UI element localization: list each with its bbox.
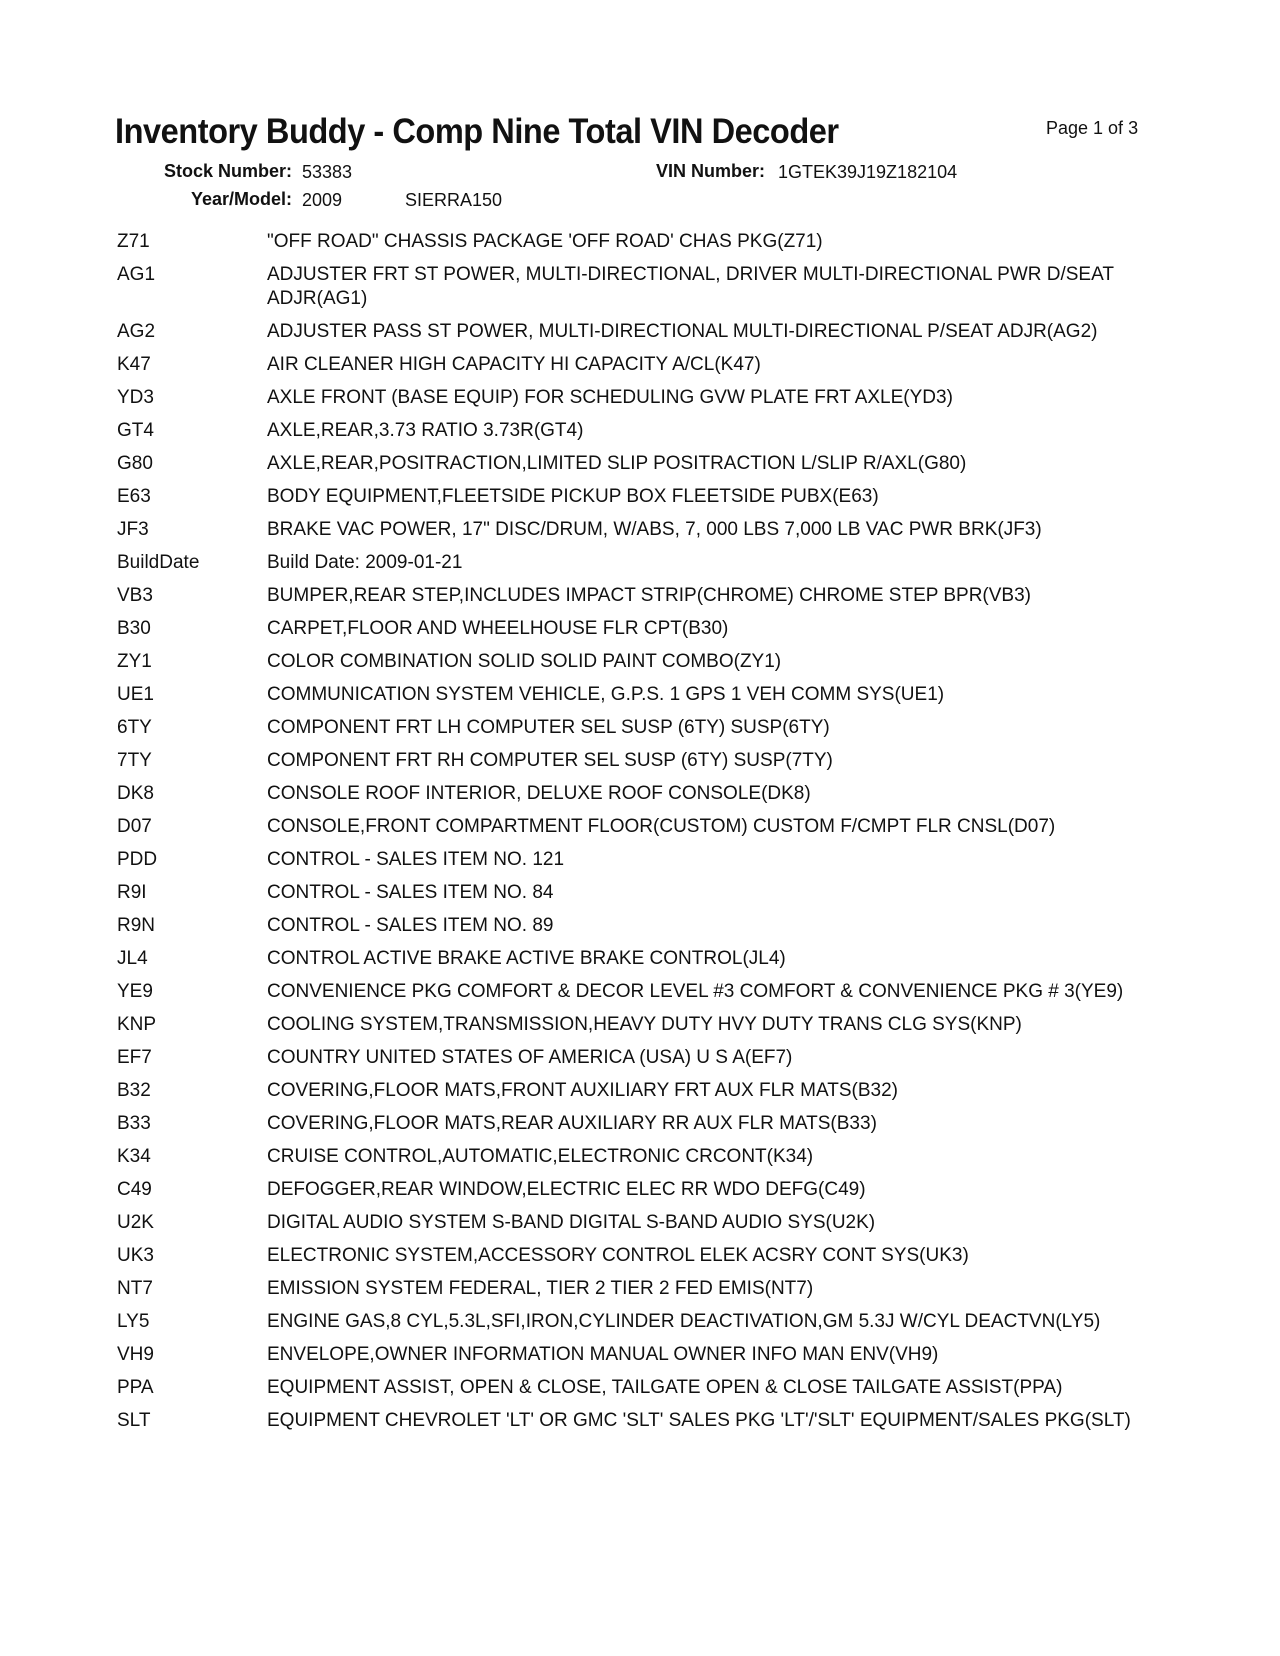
option-row — [117, 1013, 1177, 1037]
option-code: JL4 — [117, 948, 148, 969]
option-code: 6TY — [117, 717, 152, 738]
option-description: AXLE,REAR,3.73 RATIO 3.73R(GT4) — [267, 420, 584, 441]
option-description: CONSOLE,FRONT COMPARTMENT FLOOR(CUSTOM) CUSTOM F/CMPT FLR CNSL(D07) — [267, 816, 1056, 837]
option-code: PPA — [117, 1377, 154, 1398]
vin-number-label: VIN Number: — [655, 161, 765, 181]
stock-number-label: Stock Number: — [163, 161, 292, 181]
page-number: Page 1 of 3 — [1046, 118, 1139, 138]
option-row — [117, 452, 1177, 476]
option-row — [117, 1343, 1177, 1367]
option-code: GT4 — [117, 420, 154, 441]
option-code-list — [117, 230, 1177, 1442]
option-code: B30 — [117, 618, 151, 639]
option-description: COMPONENT FRT LH COMPUTER SEL SUSP (6TY) SUSP(6TY) — [267, 717, 830, 738]
stock-number-value: 53383 — [302, 162, 353, 182]
option-row — [117, 1178, 1177, 1202]
option-row — [117, 914, 1177, 938]
option-description: CONTROL - SALES ITEM NO. 84 — [267, 882, 554, 903]
option-code: SLT — [117, 1410, 151, 1431]
option-code: D07 — [117, 816, 152, 837]
option-row — [117, 230, 1177, 254]
option-description: AXLE,REAR,POSITRACTION,LIMITED SLIP POSITRACTION L/SLIP R/AXL(G80) — [267, 453, 967, 474]
option-code: DK8 — [117, 783, 154, 804]
option-row — [117, 617, 1177, 641]
option-description: COMPONENT FRT RH COMPUTER SEL SUSP (6TY) SUSP(7TY) — [267, 750, 833, 771]
option-description: EQUIPMENT CHEVROLET 'LT' OR GMC 'SLT' SALES PKG 'LT'/'SLT' EQUIPMENT/SALES PKG(SLT) — [267, 1410, 1131, 1431]
option-row — [117, 1079, 1177, 1103]
option-row — [117, 650, 1177, 674]
option-code: NT7 — [117, 1278, 153, 1299]
option-row — [117, 716, 1177, 740]
option-code: AG2 — [117, 321, 156, 342]
option-description: CONSOLE ROOF INTERIOR, DELUXE ROOF CONSOLE(DK8) — [267, 783, 811, 804]
option-row — [117, 419, 1177, 443]
option-code: R9I — [117, 882, 147, 903]
option-description: ENVELOPE,OWNER INFORMATION MANUAL OWNER INFO MAN ENV(VH9) — [267, 1344, 939, 1365]
option-description: BUMPER,REAR STEP,INCLUDES IMPACT STRIP(CHROME) CHROME STEP BPR(VB3) — [267, 585, 1031, 606]
option-description: CONVENIENCE PKG COMFORT & DECOR LEVEL #3 COMFORT & CONVENIENCE PKG # 3(YE9) — [267, 981, 1124, 1002]
option-code: PDD — [117, 849, 158, 870]
option-row — [117, 584, 1177, 608]
option-description: COVERING,FLOOR MATS,REAR AUXILIARY RR AUX FLR MATS(B33) — [267, 1113, 877, 1134]
option-row — [117, 1244, 1177, 1268]
option-row — [117, 263, 1177, 311]
option-description: ADJUSTER PASS ST POWER, MULTI-DIRECTIONAL MULTI-DIRECTIONAL P/SEAT ADJR(AG2) — [267, 321, 1098, 342]
option-description: AIR CLEANER HIGH CAPACITY HI CAPACITY A/CL(K47) — [267, 354, 761, 375]
option-code: KNP — [117, 1014, 157, 1035]
option-row — [117, 485, 1177, 509]
option-description: ELECTRONIC SYSTEM,ACCESSORY CONTROL ELEK ACSRY CONT SYS(UK3) — [267, 1245, 969, 1266]
option-description: DIGITAL AUDIO SYSTEM S-BAND DIGITAL S-BAND AUDIO SYS(U2K) — [267, 1212, 876, 1233]
option-description: BRAKE VAC POWER, 17" DISC/DRUM, W/ABS, 7, 000 LBS 7,000 LB VAC PWR BRK(JF3) — [267, 519, 1042, 540]
option-row — [117, 683, 1177, 707]
option-description: COMMUNICATION SYSTEM VEHICLE, G.P.S. 1 GPS 1 VEH COMM SYS(UE1) — [267, 684, 945, 705]
option-row — [117, 1046, 1177, 1070]
option-code: BuildDate — [117, 552, 200, 573]
document-title: Inventory Buddy - Comp Nine Total VIN Decoder — [115, 112, 839, 151]
year-value: 2009 — [302, 190, 343, 210]
option-row — [117, 353, 1177, 377]
option-code: EF7 — [117, 1047, 152, 1068]
option-row — [117, 881, 1177, 905]
option-description: COVERING,FLOOR MATS,FRONT AUXILIARY FRT AUX FLR MATS(B32) — [267, 1080, 898, 1101]
vin-number-value: 1GTEK39J19Z182104 — [778, 162, 958, 182]
option-code: R9N — [117, 915, 156, 936]
option-code: E63 — [117, 486, 151, 507]
model-value: SIERRA150 — [405, 190, 503, 210]
option-row — [117, 518, 1177, 542]
option-description: CONTROL - SALES ITEM NO. 89 — [267, 915, 554, 936]
option-code: U2K — [117, 1212, 154, 1233]
option-row — [117, 320, 1177, 344]
option-description: COLOR COMBINATION SOLID SOLID PAINT COMBO(ZY1) — [267, 651, 782, 672]
year-model-label: Year/Model: — [190, 189, 292, 209]
option-code: VH9 — [117, 1344, 154, 1365]
option-row — [117, 386, 1177, 410]
option-row — [117, 782, 1177, 806]
option-code: 7TY — [117, 750, 152, 771]
option-code: B33 — [117, 1113, 151, 1134]
option-row — [117, 1211, 1177, 1235]
option-row — [117, 1277, 1177, 1301]
option-description: EQUIPMENT ASSIST, OPEN & CLOSE, TAILGATE OPEN & CLOSE TAILGATE ASSIST(PPA) — [267, 1377, 1063, 1398]
option-description: COOLING SYSTEM,TRANSMISSION,HEAVY DUTY HVY DUTY TRANS CLG SYS(KNP) — [267, 1014, 1022, 1035]
option-code: Z71 — [117, 231, 150, 252]
option-description: DEFOGGER,REAR WINDOW,ELECTRIC ELEC RR WDO DEFG(C49) — [267, 1179, 866, 1200]
option-code: LY5 — [117, 1311, 150, 1332]
option-code: JF3 — [117, 519, 149, 540]
option-code: ZY1 — [117, 651, 152, 672]
option-row — [117, 551, 1177, 575]
option-description: "OFF ROAD" CHASSIS PACKAGE 'OFF ROAD' CHAS PKG(Z71) — [267, 231, 823, 252]
option-description: ENGINE GAS,8 CYL,5.3L,SFI,IRON,CYLINDER DEACTIVATION,GM 5.3J W/CYL DEACTVN(LY5) — [267, 1311, 1101, 1332]
option-description: BODY EQUIPMENT,FLEETSIDE PICKUP BOX FLEETSIDE PUBX(E63) — [267, 486, 879, 507]
option-code: G80 — [117, 453, 153, 474]
option-code: K47 — [117, 354, 151, 375]
option-row — [117, 749, 1177, 773]
option-code: UK3 — [117, 1245, 154, 1266]
option-code: AG1 — [117, 264, 156, 285]
option-description: CRUISE CONTROL,AUTOMATIC,ELECTRONIC CRCONT(K34) — [267, 1146, 814, 1167]
option-row — [117, 947, 1177, 971]
option-code: B32 — [117, 1080, 151, 1101]
option-description: EMISSION SYSTEM FEDERAL, TIER 2 TIER 2 FED EMIS(NT7) — [267, 1278, 814, 1299]
option-description: COUNTRY UNITED STATES OF AMERICA (USA) U S A(EF7) — [267, 1047, 793, 1068]
option-row — [117, 848, 1177, 872]
option-row — [117, 1310, 1177, 1334]
option-code: UE1 — [117, 684, 154, 705]
option-row — [117, 1409, 1177, 1433]
option-description: ADJUSTER FRT ST POWER, MULTI-DIRECTIONAL, DRIVER MULTI-DIRECTIONAL PWR D/SEAT ADJR(AG1) — [267, 264, 1114, 309]
option-description: AXLE FRONT (BASE EQUIP) FOR SCHEDULING GVW PLATE FRT AXLE(YD3) — [267, 387, 953, 408]
option-row — [117, 1145, 1177, 1169]
option-code: K34 — [117, 1146, 151, 1167]
option-description: CONTROL ACTIVE BRAKE ACTIVE BRAKE CONTROL(JL4) — [267, 948, 786, 969]
option-row — [117, 1376, 1177, 1400]
option-code: VB3 — [117, 585, 153, 606]
option-row — [117, 980, 1177, 1004]
option-description: CONTROL - SALES ITEM NO. 121 — [267, 849, 565, 870]
option-row — [117, 1112, 1177, 1136]
option-code: YE9 — [117, 981, 153, 1002]
option-code: YD3 — [117, 387, 154, 408]
option-row — [117, 815, 1177, 839]
option-description: Build Date: 2009-01-21 — [267, 552, 463, 573]
option-code: C49 — [117, 1179, 152, 1200]
option-description: CARPET,FLOOR AND WHEELHOUSE FLR CPT(B30) — [267, 618, 729, 639]
